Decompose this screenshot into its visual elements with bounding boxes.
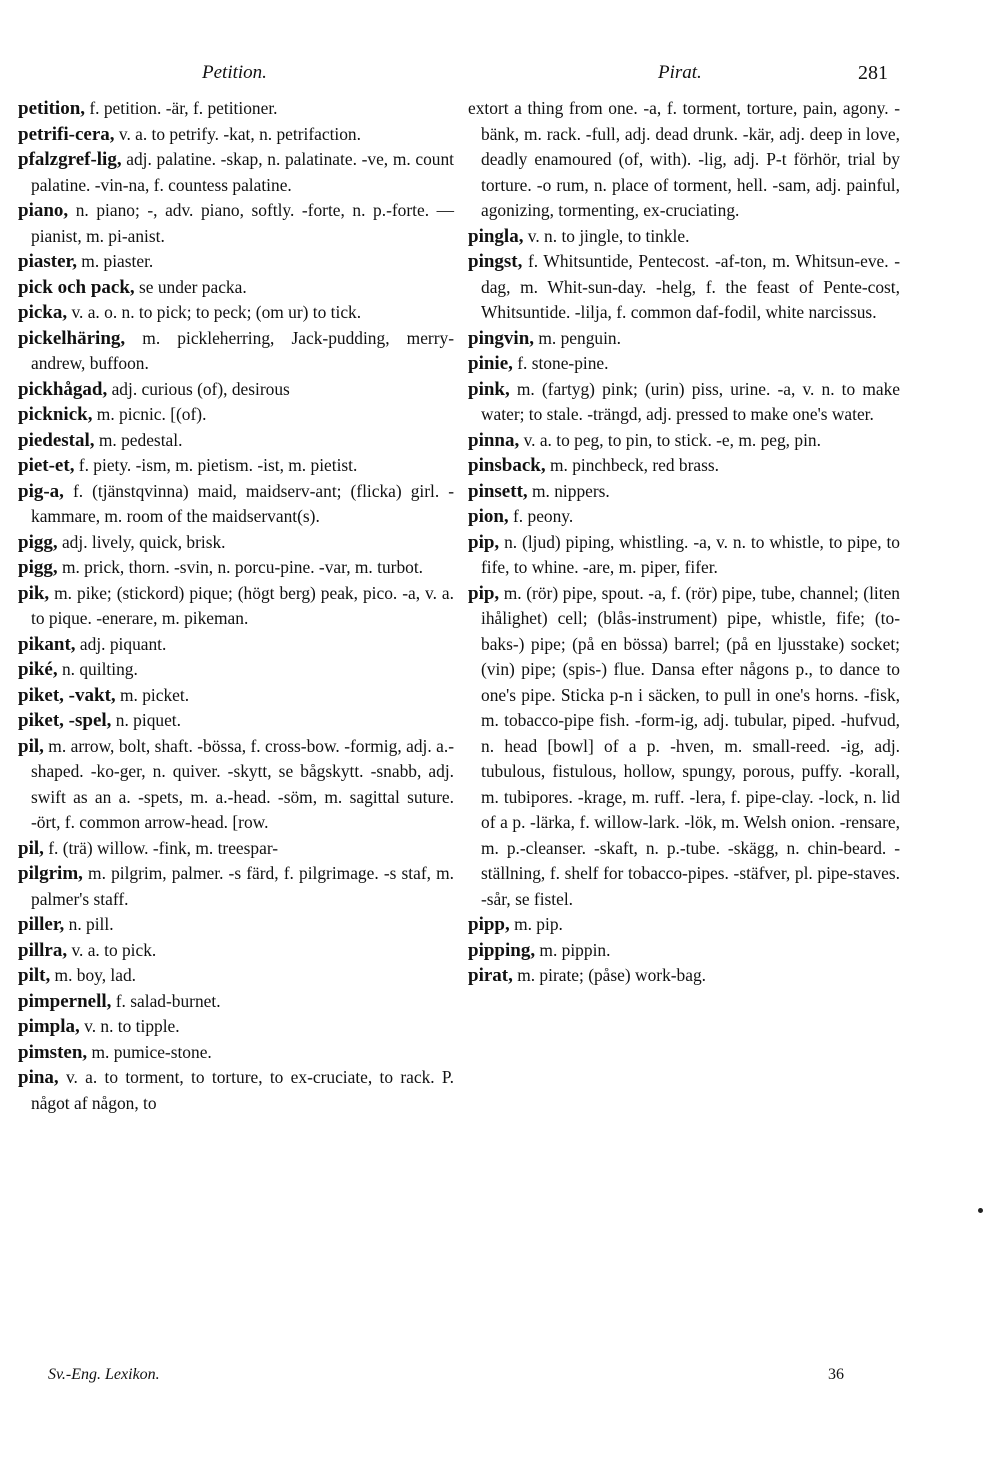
entry-definition: m. boy, lad. <box>50 965 137 985</box>
entry-definition: v. n. to tipple. <box>79 1016 180 1036</box>
entry-definition: n. piquet. <box>111 710 181 730</box>
entry-definition: m. (rör) pipe, spout. -a, f. (rör) pipe, tube, channel; (liten ihålighet) cell; (blås-instrument) pipe, whistle, fife; (to-baks-) pipe; (på en bössa) barrel; (på en ljusstake) socket; (vin) pipe; (spis-) flue. Dansa efter någons p., to dance to one's pipe. Sticka p-n i säcken, to pull in one's horns. -fisk, m. tobacco-pipe fish. -form-ig, adj. tubular, piped. -hufvud, n. head [bowl] of a p. -hven, m. small-reed. -ig, adj. tubulous, fistulous, hollow, spungy, porous, puffy. -korall, m. tubipores. -krage, m. ruff. -lera, f. pipe-clay. -lock, n. lid of a p. -lärka, f. willow-lark. -lök, m. Welsh onion. -rensare, m. p.-cleanser. -skaft, n. p.-tube. -skägg, n. chin-beard. -ställning, f. shelf for tobacco-pipes. -stäfver, pl. pipe-staves. -sår, se fistel. <box>481 582 900 909</box>
dictionary-entry <box>18 581 454 632</box>
margin-dot <box>978 1208 983 1213</box>
dictionary-entry <box>18 479 454 530</box>
entry-headword: pil, <box>18 735 44 757</box>
entry-headword: pickhågad, <box>18 378 108 400</box>
entry-headword: pion, <box>468 506 509 527</box>
dictionary-entry <box>18 938 454 964</box>
entry-headword: pilt, <box>18 965 51 986</box>
entry-definition: n. quilting. <box>57 659 138 679</box>
dictionary-entry <box>18 453 454 479</box>
entry-definition: m. pumice-stone. <box>87 1041 212 1062</box>
running-head-right: Pirat. <box>658 62 702 83</box>
entry-definition: m. penguin. <box>534 327 621 348</box>
entry-definition: m. pippin. <box>535 939 611 960</box>
entry-headword: piedestal, <box>18 429 95 451</box>
entry-definition: v. a. to peg, to pin, to stick. -e, m. peg, pin. <box>519 429 821 450</box>
dictionary-entry <box>468 351 900 377</box>
dictionary-entry <box>468 428 900 454</box>
entry-definition: n. (ljud) piping, whistling. -a, v. n. to whistle, to pipe, to fife, to whine. -are, m. piper, fifer. <box>481 531 900 577</box>
dictionary-entry <box>18 198 454 249</box>
entry-definition: v. a. to torment, to torture, to ex-cruciate, to rack. P. något af någon, to <box>31 1067 454 1113</box>
entry-definition: adj. palatine. -skap, n. palatinate. -ve, m. count palatine. -vin-na, f. countess palatine. <box>31 149 454 195</box>
entry-headword: pickelhäring, <box>18 327 126 349</box>
entry-definition: v. a. o. n. to pick; to peck; (om ur) to tick. <box>67 302 362 322</box>
dictionary-entry <box>18 1065 454 1116</box>
dictionary-entry <box>18 300 454 326</box>
dictionary-entry <box>468 377 900 428</box>
dictionary-entry <box>18 861 454 912</box>
entry-headword: pilgrim, <box>18 863 83 884</box>
left-column <box>18 96 454 1116</box>
dictionary-entry <box>18 963 454 989</box>
entry-headword: pig-a, <box>18 480 64 502</box>
dictionary-entry <box>18 402 454 428</box>
entry-definition: f. (trä) willow. -fink, m. treespar- <box>43 837 279 858</box>
entry-definition: f. stone-pine. <box>512 353 609 373</box>
dictionary-entry <box>18 249 454 275</box>
entry-definition: m. nippers. <box>527 480 610 501</box>
entry-definition: m. pike; (stickord) pique; (högt berg) peak, pico. -a, v. a. to pique. -enerare, m. pikeman. <box>31 582 454 628</box>
entry-headword: piaster, <box>18 251 77 272</box>
entry-definition: adj. piquant. <box>75 633 167 654</box>
dictionary-entry <box>468 581 900 913</box>
entry-definition: n. pill. <box>64 914 114 934</box>
entry-definition: n. piano; -, adv. piano, softly. -forte, n. p.-forte. — pianist, m. pi-anist. <box>31 200 454 246</box>
entry-definition: se under packa. <box>134 276 247 297</box>
dictionary-entry <box>18 428 454 454</box>
entry-definition: m. pinchbeck, red brass. <box>545 455 719 475</box>
entry-headword: picknick, <box>18 404 93 425</box>
entry-headword: piano, <box>18 200 69 221</box>
entry-definition: m. pedestal. <box>94 429 183 450</box>
dictionary-entry <box>18 147 454 198</box>
entry-definition: m. pilgrim, palmer. -s färd, f. pilgrimage. -s staf, m. palmer's staff. <box>31 863 454 909</box>
entry-headword: petition, <box>18 98 86 119</box>
entry-headword: pinsett, <box>468 480 528 502</box>
dictionary-entry <box>468 249 900 326</box>
entry-headword: pingvin, <box>468 327 535 349</box>
entry-definition: extort a thing from one. -a, f. torment, torture, pain, agony. -bänk, m. rack. -full, adj. dead drunk. -kär, adj. deep in love, deadly enamoured (of, with). -lig, adj. P-t förhör, trial by torture. -o rum, n. place of torment, hell. -sam, adj. painful, agonizing, tormenting, ex-cruciating. <box>468 98 900 220</box>
entry-headword: pip, <box>468 531 500 553</box>
entry-headword: pil, <box>18 837 44 859</box>
running-head-left: Petition. <box>202 62 267 83</box>
dictionary-entry <box>18 734 454 836</box>
entry-headword: pinna, <box>468 429 520 451</box>
entry-headword: pirat, <box>468 965 513 986</box>
entry-definition: f. petition. -är, f. petitioner. <box>85 98 278 118</box>
dictionary-entry <box>18 683 454 709</box>
footer-title: Sv.-Eng. Lexikon. <box>48 1366 160 1383</box>
entry-headword: pfalzgref-lig, <box>18 149 122 170</box>
entry-headword: picka, <box>18 302 68 323</box>
entry-definition: m. prick, thorn. -svin, n. porcu-pine. -var, m. turbot. <box>57 557 424 577</box>
entry-definition: m. arrow, bolt, shaft. -bössa, f. cross-bow. -formig, adj. a.-shaped. -ko-ger, n. quiver. -skytt, se bågskytt. -snabb, adj. swift as an a. -spets, m. a.-head. -söm, m. sagittal suture. -ört, f. common arrow-head. [row. <box>31 735 454 832</box>
dictionary-entry <box>468 96 900 224</box>
page-number: 281 <box>858 62 888 84</box>
dictionary-entry <box>18 96 454 122</box>
entry-definition: m. pip. <box>509 914 563 934</box>
entry-headword: pick och pack, <box>18 276 135 298</box>
entry-definition: f. peony. <box>508 506 574 526</box>
dictionary-entry <box>18 657 454 683</box>
entry-definition: v. a. to petrify. -kat, n. petrifaction. <box>114 123 361 144</box>
dictionary-entry <box>18 708 454 734</box>
dictionary-entry <box>468 504 900 530</box>
dictionary-entry <box>18 989 454 1015</box>
entry-headword: pina, <box>18 1067 59 1088</box>
entry-definition: f. piety. -ism, m. pietism. -ist, m. pietist. <box>74 455 358 475</box>
dictionary-entry <box>468 530 900 581</box>
dictionary-entry <box>18 326 454 377</box>
entry-headword: pinsback, <box>468 455 546 476</box>
signature-mark: 36 <box>828 1366 844 1383</box>
entry-headword: pimpernell, <box>18 990 112 1012</box>
dictionary-entry <box>18 632 454 658</box>
entry-headword: pip, <box>468 582 500 604</box>
dictionary-entry <box>18 122 454 148</box>
entry-headword: pingst, <box>468 251 523 272</box>
entry-headword: pik, <box>18 582 50 604</box>
dictionary-entry <box>468 963 900 989</box>
entry-headword: pillra, <box>18 939 68 961</box>
dictionary-entry <box>18 555 454 581</box>
dictionary-entry <box>468 453 900 479</box>
entry-definition: m. piaster. <box>76 251 154 271</box>
entry-definition: adj. lively, quick, brisk. <box>57 531 226 552</box>
dictionary-entry <box>18 530 454 556</box>
entry-headword: pinie, <box>468 353 513 374</box>
entry-headword: pimsten, <box>18 1041 88 1063</box>
entry-headword: piller, <box>18 914 65 935</box>
dictionary-entry <box>468 479 900 505</box>
entry-headword: petrifi-cera, <box>18 123 115 145</box>
entry-definition: adj. curious (of), desirous <box>107 378 290 399</box>
entry-headword: piket, -vakt, <box>18 684 116 706</box>
entry-headword: pigg, <box>18 557 58 578</box>
entry-headword: pipping, <box>468 939 536 961</box>
dictionary-entry <box>18 275 454 301</box>
entry-headword: piet-et, <box>18 455 75 476</box>
entry-definition: m. pirate; (påse) work-bag. <box>512 965 707 985</box>
entry-definition: f. Whitsuntide, Pentecost. -af-ton, m. Whitsun-eve. -dag, m. Whit-sun-day. -helg, f. the feast of Pente-cost, Whitsuntide. -lilja, f. common daf-fodil, white narcissus. <box>481 251 900 322</box>
dictionary-entry <box>18 377 454 403</box>
entry-headword: piké, <box>18 659 58 680</box>
entry-definition: v. n. to jingle, to tinkle. <box>523 225 690 246</box>
entry-definition: m. picket. <box>115 684 190 705</box>
entry-definition: m. picnic. [(of). <box>92 404 207 424</box>
entry-definition: f. salad-burnet. <box>111 990 221 1011</box>
right-column <box>468 96 900 989</box>
entry-headword: pingla, <box>468 225 524 247</box>
dictionary-entry <box>18 836 454 862</box>
entry-definition: m. pickleherring, Jack-pudding, merry-andrew, buffoon. <box>31 327 454 373</box>
entry-headword: pimpla, <box>18 1016 80 1037</box>
entry-definition: m. (fartyg) pink; (urin) piss, urine. -a, v. n. to make water; to stale. -trängd, adj. pressed to make one's water. <box>481 378 900 424</box>
dictionary-entry <box>18 1040 454 1066</box>
dictionary-entry <box>468 326 900 352</box>
dictionary-entry <box>468 224 900 250</box>
entry-headword: pipp, <box>468 914 510 935</box>
entry-headword: piket, -spel, <box>18 710 112 731</box>
entry-headword: pink, <box>468 378 510 400</box>
entry-headword: pikant, <box>18 633 76 655</box>
dictionary-entry <box>18 912 454 938</box>
entry-definition: v. a. to pick. <box>67 939 157 960</box>
dictionary-entry <box>468 912 900 938</box>
dictionary-entry <box>18 1014 454 1040</box>
dictionary-entry <box>468 938 900 964</box>
entry-definition: f. (tjänstqvinna) maid, maidserv-ant; (flicka) girl. -kammare, m. room of the maidservant(s). <box>31 480 454 526</box>
entry-headword: pigg, <box>18 531 58 553</box>
